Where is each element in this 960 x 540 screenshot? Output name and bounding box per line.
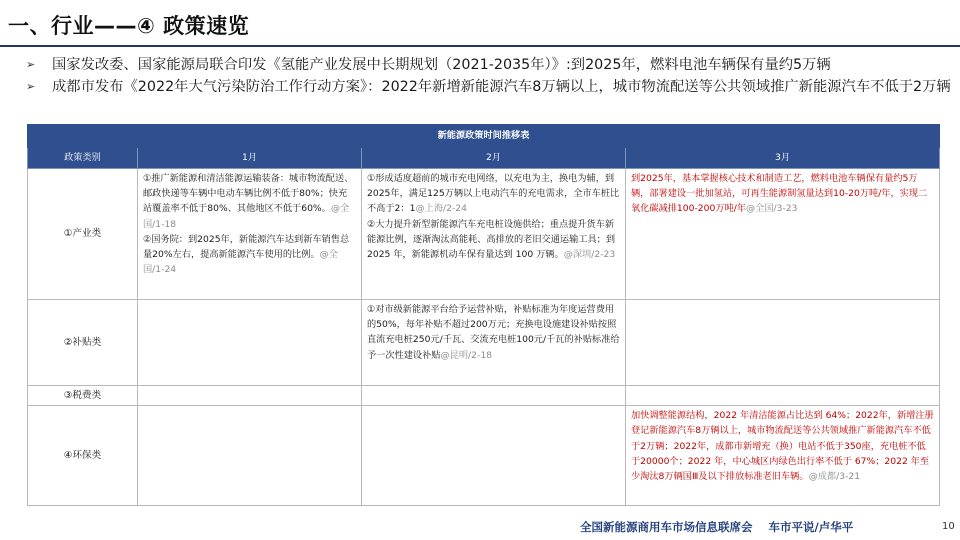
policy-text: 到2025年，基本掌握核心技术和制造工艺，燃料电池车辆保有量约5万辆，部署建设一批加氢站，可再生能源制氢量达到10-20万吨/年，实现二氧化碳减排100-200万吨/年 — [631, 173, 928, 215]
policy-source: @全国/1-18 — [143, 203, 350, 230]
policy-text: ①形成适度超前的城市充电网络，以充电为主，换电为辅，到2025年，满足125万辆以上电动汽车的充电需求，全市车桩比不高于2：1 — [367, 173, 620, 215]
footer-org: 全国新能源商用车市场信息联席会 — [580, 520, 753, 534]
table-row — [28, 386, 940, 406]
policy-source: @上海/2-24 — [415, 203, 467, 215]
policy-text: ①推广新能源和清洁能源运输装备：城市物流配送、邮政快递等车辆中电动车辆比例不低于80%；快充站覆盖率不低于80%、其他地区不低于60%。 — [143, 173, 354, 215]
policy-cell-jan — [138, 300, 362, 386]
bullet-text: 国家发改委、国家能源局联合印发《氢能产业发展中长期规划（2021-2035年）》:到2025年，燃料电池车辆保有量约5万辆 — [52, 57, 831, 73]
category-cell: ③税费类 — [28, 386, 138, 406]
table-row — [28, 169, 940, 300]
policy-source: @成都/3-21 — [808, 471, 861, 483]
policy-cell-feb — [362, 169, 626, 300]
column-header-jan: 1月 — [138, 148, 362, 169]
table-caption: 新能源政策时间推移表 — [28, 125, 940, 148]
policy-cell-feb — [362, 386, 626, 406]
policy-cell-mar — [626, 386, 940, 406]
policy-text: 加快调整能源结构，2022 年清洁能源占比达到 64%；2022年，新增注册登记新能源汽车8万辆以上，城市物流配送等公共领域推广新能源汽车不低于2万辆；2022年，成都市新增充（换）电站不低于350座，充电桩不低于20000个；2022 年，中心城区内绿色出行率不低于 67%；2022 年至少淘汰8万辆国Ⅲ及以下排放标准老旧车辆。 — [631, 410, 934, 483]
policy-cell-jan — [138, 169, 362, 300]
policy-source: @全国/1-24 — [143, 249, 338, 276]
column-header-mar: 3月 — [626, 148, 940, 169]
policy-source: @深圳/2-23 — [563, 249, 616, 261]
column-header-category: 政策类别 — [28, 148, 138, 169]
arrow-bullet-icon: ➢ — [26, 80, 36, 93]
policy-cell-mar — [626, 300, 940, 386]
bullet-item — [22, 76, 952, 98]
bullet-text: 成都市发布《2022年大气污染防治工作行动方案》：2022年新增新能源汽车8万辆以上，城市物流配送等公共领域推广新能源汽车不低于2万辆 — [52, 79, 951, 95]
policy-cell-mar — [626, 406, 940, 506]
policy-timeline-table — [27, 124, 940, 506]
policy-cell-feb — [362, 300, 626, 386]
arrow-bullet-icon: ➢ — [26, 58, 36, 71]
policy-cell-jan — [138, 386, 362, 406]
category-cell: ②补贴类 — [28, 300, 138, 386]
page-number: 10 — [942, 521, 955, 532]
column-header-feb: 2月 — [362, 148, 626, 169]
table-row — [28, 300, 940, 386]
policy-source: @全国/3-23 — [745, 203, 798, 215]
footer-credits — [580, 519, 853, 535]
title-divider — [0, 45, 960, 47]
policy-source: @昆明/2-18 — [440, 349, 493, 361]
category-cell: ④环保类 — [28, 406, 138, 506]
bullet-item — [22, 54, 952, 76]
policy-text: ②大力提升新型新能源汽车充电桩设施供给；重点提升货车新能源比例，逐渐淘汰高能耗、高排放的老旧交通运输工具；到 2025 年，新能源机动车保有量达到 100 万辆。 — [367, 218, 616, 261]
page-title: 一、行业——④ 政策速览 — [8, 14, 250, 38]
policy-text: ②国务院：到2025年，新能源汽车达到新车销售总量20%左右，提高新能源汽车使用的比例。 — [143, 233, 350, 261]
policy-cell-mar — [626, 169, 940, 300]
footer-author: 车市平说/卢华平 — [768, 520, 854, 534]
category-cell: ①产业类 — [28, 169, 138, 300]
policy-cell-jan — [138, 406, 362, 506]
policy-text: ①对市级新能源平台给予运营补贴，补贴标准为年度运营费用的50%，每年补贴不超过200万元；充换电设施建设补贴按照直流充电桩250元/千瓦、交流充电桩100元/千瓦的补贴标准给予一次性建设补贴 — [367, 304, 620, 361]
policy-cell-feb — [362, 406, 626, 506]
bullet-list — [22, 54, 952, 98]
table-row — [28, 406, 940, 506]
